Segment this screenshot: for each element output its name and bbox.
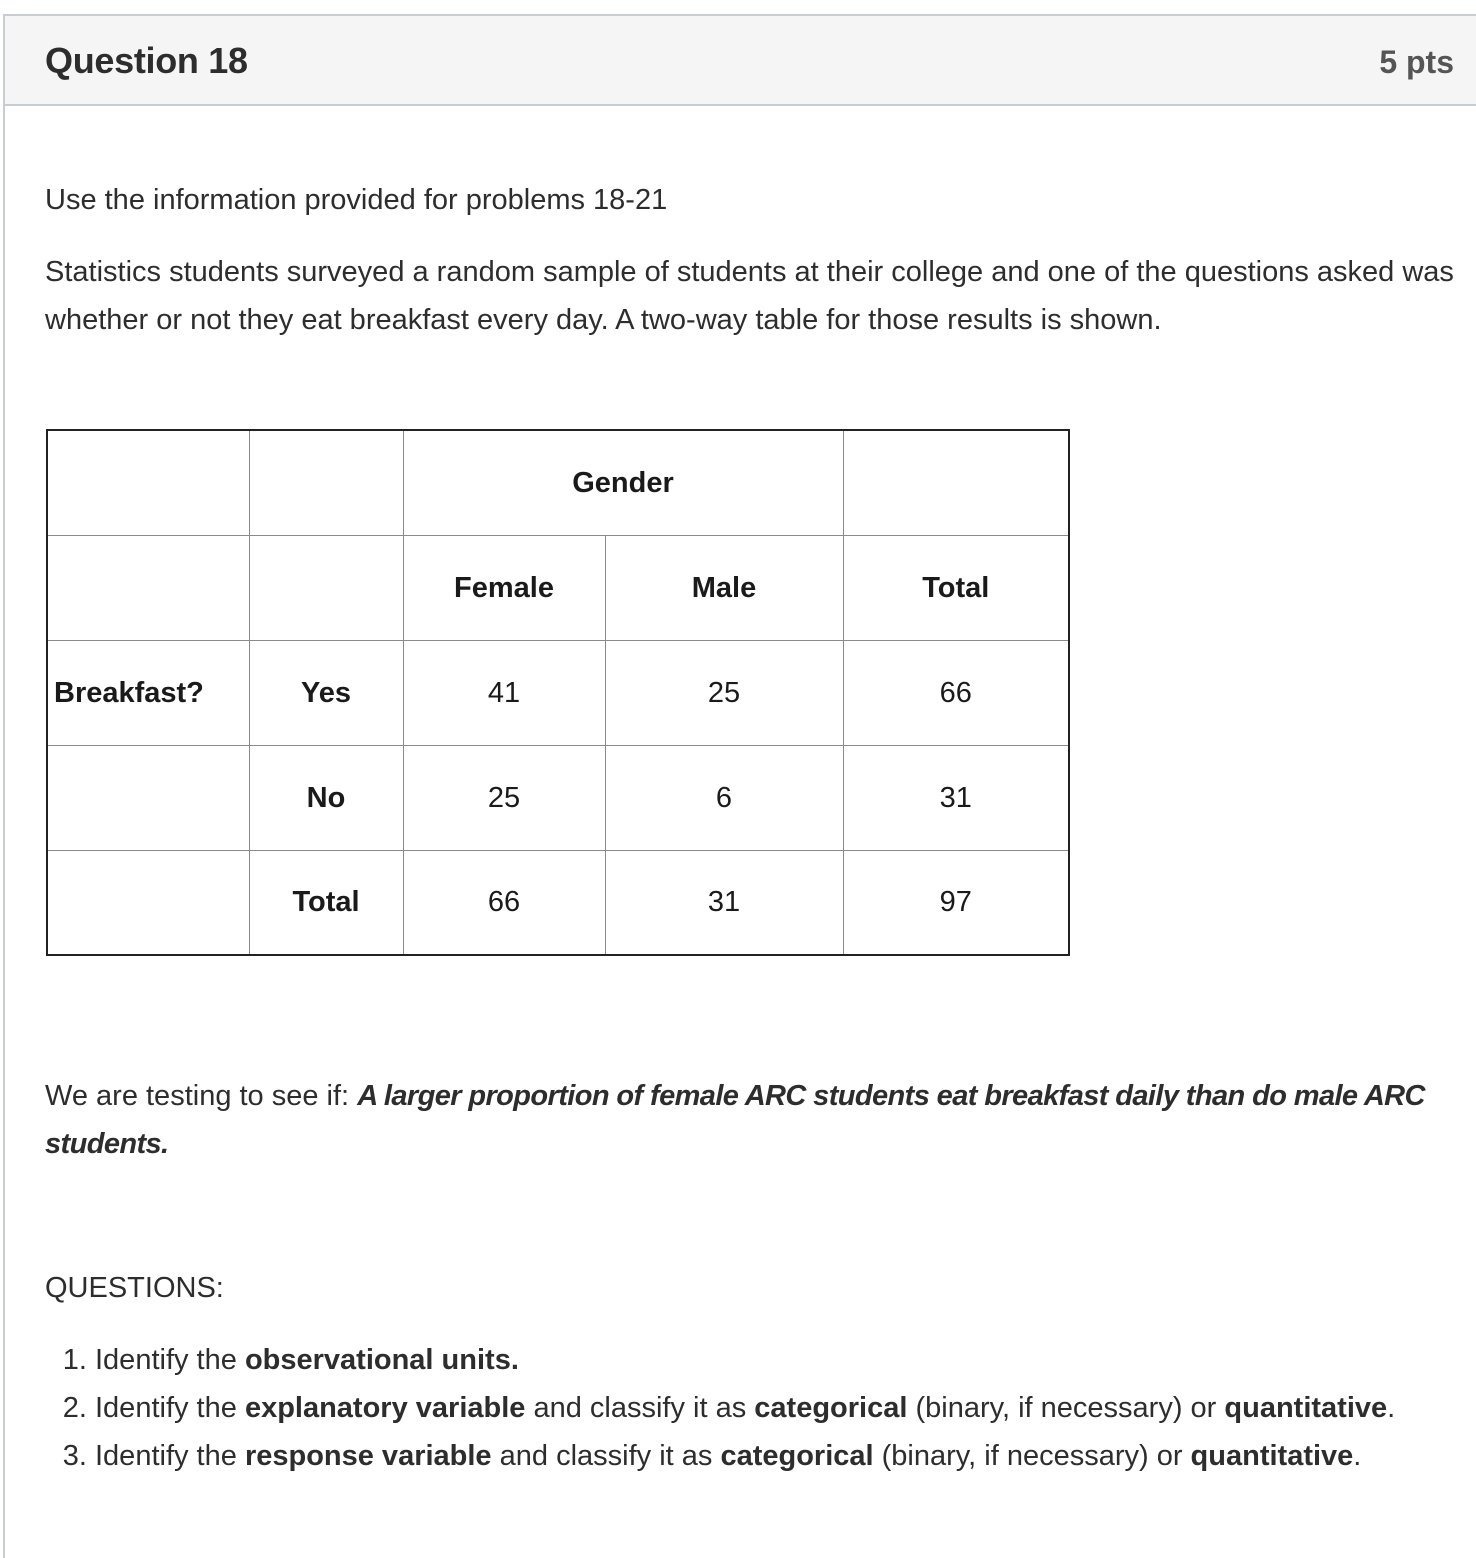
- question-emphasis: explanatory variable: [244, 1392, 526, 1424]
- table-cell-empty: [47, 535, 249, 640]
- question-text: .: [1387, 1392, 1396, 1424]
- table-cell: 6: [605, 745, 843, 850]
- table-cell: 41: [403, 640, 605, 745]
- question-emphasis: categorical: [754, 1392, 908, 1424]
- question-header: [5, 16, 1476, 106]
- question-text: (binary, if necessary) or: [873, 1440, 1191, 1472]
- column-header-male: Male: [605, 535, 843, 640]
- questions-list: [45, 1336, 1465, 1480]
- table-cell: 25: [605, 640, 843, 745]
- table-cell: 66: [403, 850, 605, 955]
- table-cell: 25: [403, 745, 605, 850]
- questions-heading: QUESTIONS:: [45, 1272, 224, 1304]
- table-cell-empty: [249, 535, 403, 640]
- question-emphasis: quantitative: [1190, 1440, 1354, 1472]
- two-way-table: [46, 429, 1070, 956]
- question-card: [3, 14, 1476, 1558]
- table-cell: 31: [605, 850, 843, 955]
- question-text: and classify it as: [491, 1440, 721, 1472]
- description-text: Statistics students surveyed a random sample of students at their college and one of the questions asked was whether or not they eat breakfast every day. A two-way table for those results is shown.: [45, 256, 1454, 336]
- question-text: Identify the: [95, 1440, 245, 1472]
- row-label-total: Total: [249, 850, 403, 955]
- question-text: (binary, if necessary) or: [907, 1392, 1225, 1424]
- list-item: [95, 1336, 1465, 1384]
- table-row: [47, 430, 1069, 535]
- table-cell-empty: [47, 430, 249, 535]
- question-text: and classify it as: [525, 1392, 755, 1424]
- list-item: [95, 1384, 1465, 1432]
- table-cell-empty: [843, 430, 1069, 535]
- table-row: [47, 535, 1069, 640]
- table-cell-empty: [249, 430, 403, 535]
- column-header-total: Total: [843, 535, 1069, 640]
- gender-header: Gender: [403, 430, 843, 535]
- table-cell-empty: [47, 745, 249, 850]
- hypothesis-text: [45, 1072, 1465, 1168]
- table-row: [47, 640, 1069, 745]
- question-title: Question 18: [45, 40, 248, 81]
- intro-text: Use the information provided for problems 18-21: [45, 184, 668, 216]
- row-variable-label: Breakfast?: [47, 640, 249, 745]
- question-emphasis: categorical: [720, 1440, 874, 1472]
- question-emphasis: observational units.: [244, 1344, 519, 1376]
- question-emphasis: quantitative: [1224, 1392, 1388, 1424]
- table-cell: 31: [843, 745, 1069, 850]
- table-cell-empty: [47, 850, 249, 955]
- list-item: [95, 1432, 1465, 1480]
- question-text: Identify the: [95, 1344, 245, 1376]
- row-label-no: No: [249, 745, 403, 850]
- hypothesis-lead: We are testing to see if:: [45, 1080, 358, 1112]
- table-row: [47, 745, 1069, 850]
- table-cell: 66: [843, 640, 1069, 745]
- question-points: 5 pts: [1379, 44, 1454, 80]
- question-text: Identify the: [95, 1392, 245, 1424]
- hypothesis-statement: A larger proportion of female ARC students eat breakfast daily than do male ARC students.: [45, 1080, 1425, 1160]
- table-cell: 97: [843, 850, 1069, 955]
- column-header-female: Female: [403, 535, 605, 640]
- question-emphasis: response variable: [244, 1440, 492, 1472]
- row-label-yes: Yes: [249, 640, 403, 745]
- table-row: [47, 850, 1069, 955]
- question-text: .: [1353, 1440, 1362, 1472]
